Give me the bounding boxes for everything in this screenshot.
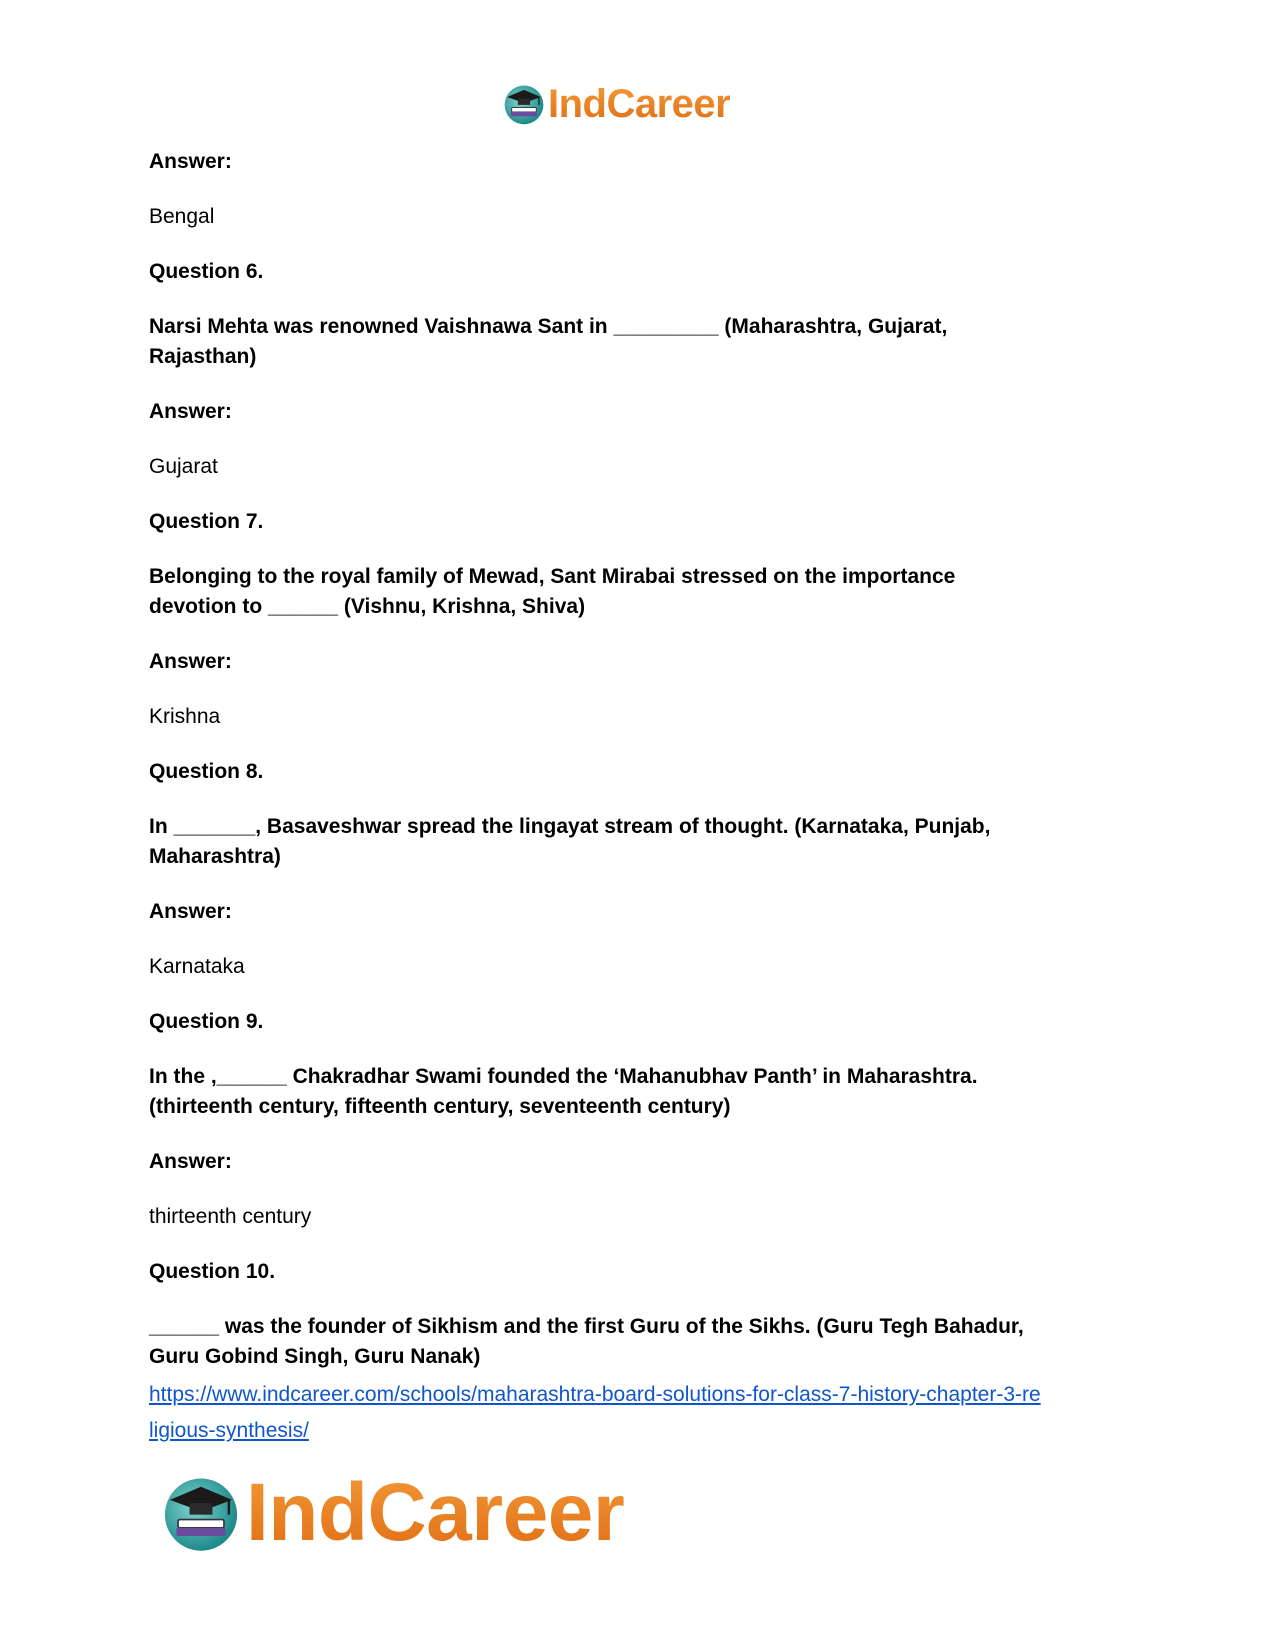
answer-text: Karnataka: [149, 955, 245, 978]
brand-name: IndCareer: [548, 81, 731, 126]
question-text: Rajasthan): [149, 345, 257, 368]
answer-label: Answer:: [149, 400, 232, 423]
question-label: Question 6.: [149, 260, 264, 283]
question-text: devotion to ______ (Vishnu, Krishna, Shiva): [149, 595, 586, 618]
brand-name: IndCareer: [246, 1467, 625, 1558]
answer-label: Answer:: [149, 650, 232, 673]
question-text: Belonging to the royal family of Mewad, Sant Mirabai stressed on the importance: [149, 565, 956, 588]
question-text: In the ,______ Chakradhar Swami founded the ‘Mahanubhav Panth’ in Maharashtra.: [149, 1065, 978, 1088]
answer-label: Answer:: [149, 150, 232, 173]
answer-text: Krishna: [149, 705, 221, 728]
question-label: Question 10.: [149, 1260, 276, 1283]
answer-text: Bengal: [149, 205, 215, 228]
header-logo: [502, 80, 730, 128]
question-text: Narsi Mehta was renowned Vaishnawa Sant in _________ (Maharashtra, Gujarat,: [149, 315, 948, 338]
question-label: Question 9.: [149, 1010, 264, 1033]
answer-text: Gujarat: [149, 455, 218, 478]
answer-label: Answer:: [149, 900, 232, 923]
question-text: Maharashtra): [149, 845, 281, 868]
source-link-continued[interactable]: ligious-synthesis/: [149, 1419, 309, 1442]
graduation-cap-books-globe-icon: [502, 82, 546, 126]
question-label: Question 7.: [149, 510, 264, 533]
question-text: ______ was the founder of Sikhism and the first Guru of the Sikhs. (Guru Tegh Bahadur,: [149, 1315, 1024, 1338]
question-text: (thirteenth century, fifteenth century, seventeenth century): [149, 1095, 731, 1118]
graduation-cap-books-globe-icon: [160, 1472, 242, 1554]
question-text: In _______, Basaveshwar spread the lingayat stream of thought. (Karnataka, Punjab,: [149, 815, 991, 838]
source-link[interactable]: https://www.indcareer.com/schools/maharashtra-board-solutions-for-class-7-history-chapter-3-re: [149, 1383, 1041, 1406]
answer-label: Answer:: [149, 1150, 232, 1173]
question-text: Guru Gobind Singh, Guru Nanak): [149, 1345, 481, 1368]
question-label: Question 8.: [149, 760, 264, 783]
answer-text: thirteenth century: [149, 1205, 312, 1228]
footer-logo: [160, 1468, 624, 1558]
